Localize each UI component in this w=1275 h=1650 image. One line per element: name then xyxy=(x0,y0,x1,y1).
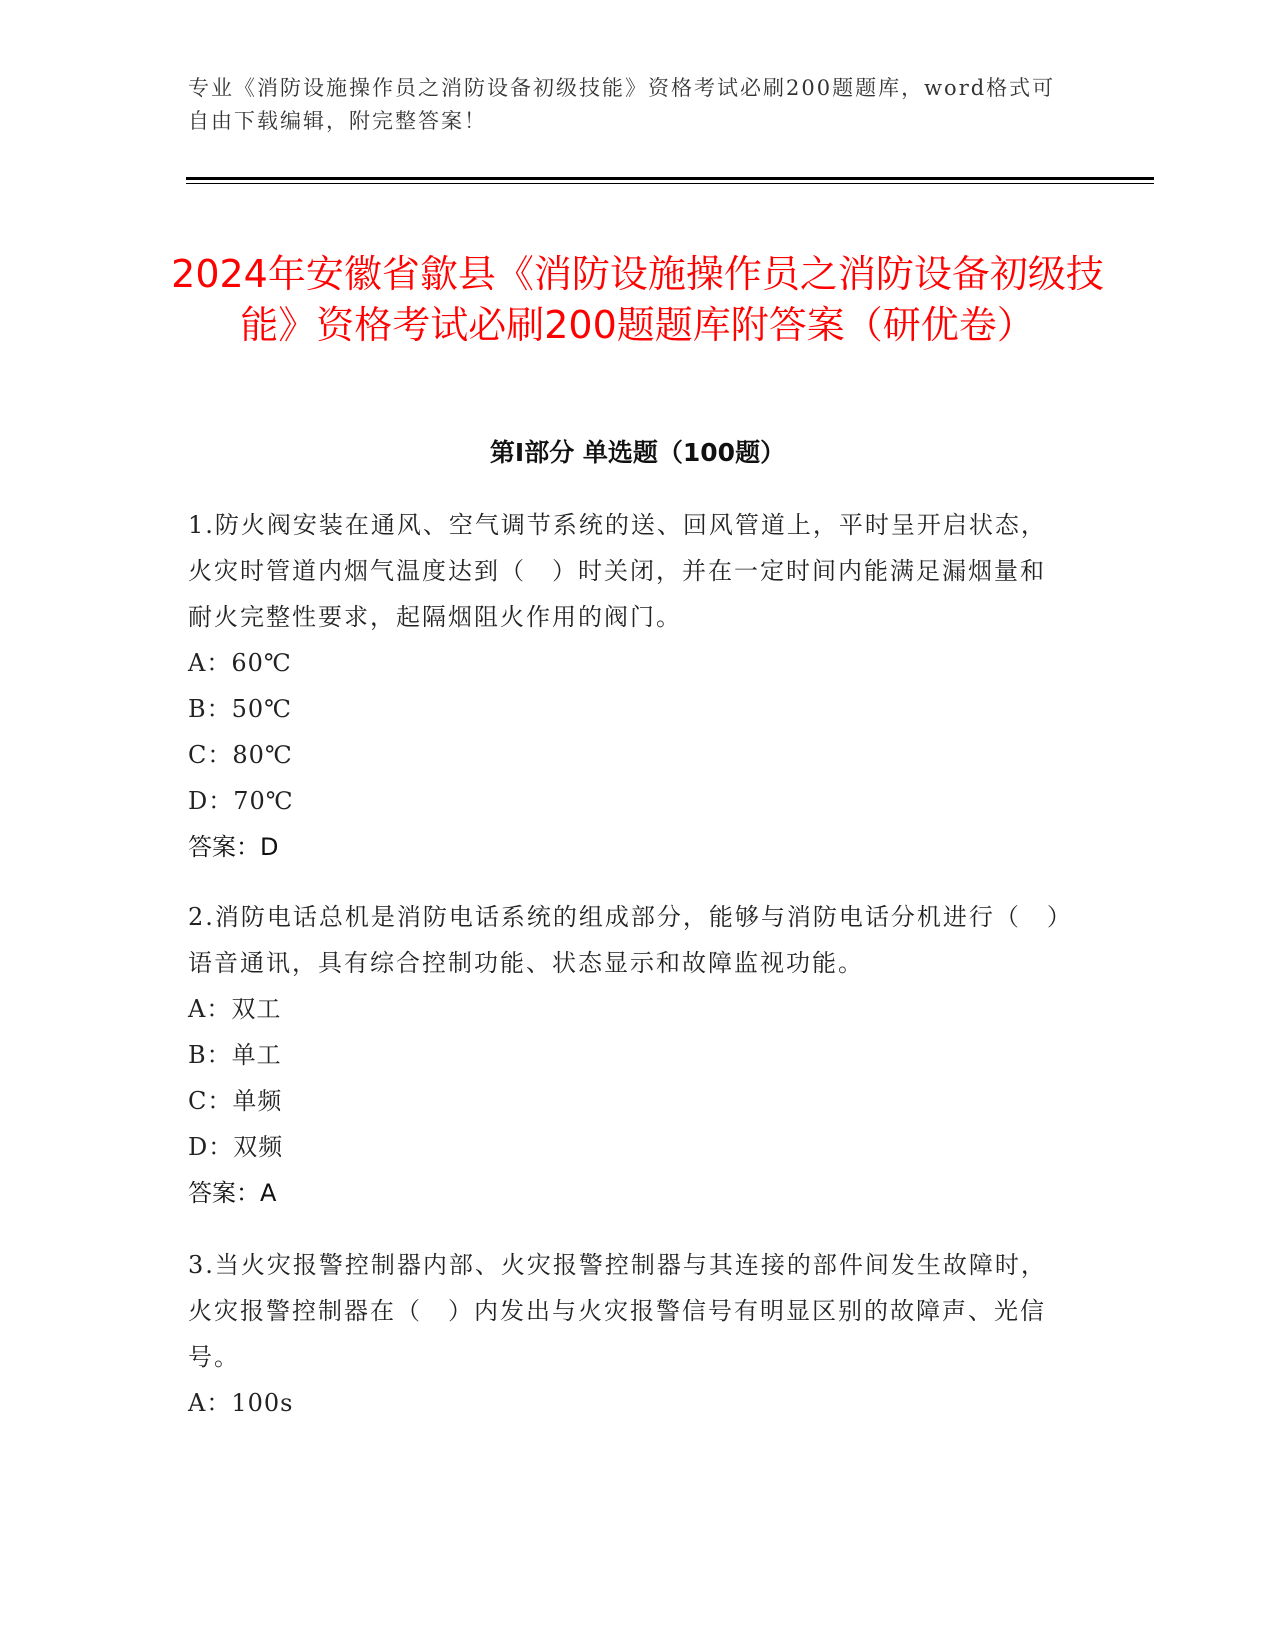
answer: 答案：D xyxy=(188,833,279,861)
option-a: A：双工 xyxy=(188,995,282,1023)
option-d: D：70℃ xyxy=(188,787,294,815)
question-3 xyxy=(188,1242,1068,1426)
document-title: 2024年安徽省歙县《消防设施操作员之消防设备初级技能》资格考试必刷200题题库附答案（研优卷） xyxy=(171,252,1104,348)
question-text: 2.消防电话总机是消防电话系统的组成部分，能够与消防电话分机进行（ ）语音通讯，具有综合控制功能、状态显示和故障监视功能。 xyxy=(188,903,1061,977)
question-1 xyxy=(188,502,1068,870)
option-c: C：80℃ xyxy=(188,741,293,769)
option-a: A：100s xyxy=(188,1389,294,1417)
answer: 答案：A xyxy=(188,1179,277,1207)
header-note: 专业《消防设施操作员之消防设备初级技能》资格考试必刷200题题库，word格式可自由下载编辑，附完整答案！ xyxy=(188,76,1056,133)
option-c: C：单频 xyxy=(188,1087,283,1115)
option-b: B：50℃ xyxy=(188,695,293,723)
option-d: D：双频 xyxy=(188,1133,284,1161)
question-2 xyxy=(188,894,1068,1216)
question-text: 3.当火灾报警控制器内部、火灾报警控制器与其连接的部件间发生故障时，火灾报警控制器在（ ）内发出与火灾报警信号有明显区别的故障声、光信号。 xyxy=(188,1251,1047,1371)
section-title: 第Ⅰ部分 单选题（100题） xyxy=(489,438,786,467)
option-a: A：60℃ xyxy=(188,649,292,677)
option-b: B：单工 xyxy=(188,1041,282,1069)
header-rule-thin xyxy=(186,183,1154,184)
question-text: 1.防火阀安装在通风、空气调节系统的送、回风管道上，平时呈开启状态，火灾时管道内烟气温度达到（ ）时关闭，并在一定时间内能满足漏烟量和耐火完整性要求，起隔烟阻火作用的阀门。 xyxy=(188,511,1047,631)
header-rule-thick xyxy=(186,177,1154,180)
